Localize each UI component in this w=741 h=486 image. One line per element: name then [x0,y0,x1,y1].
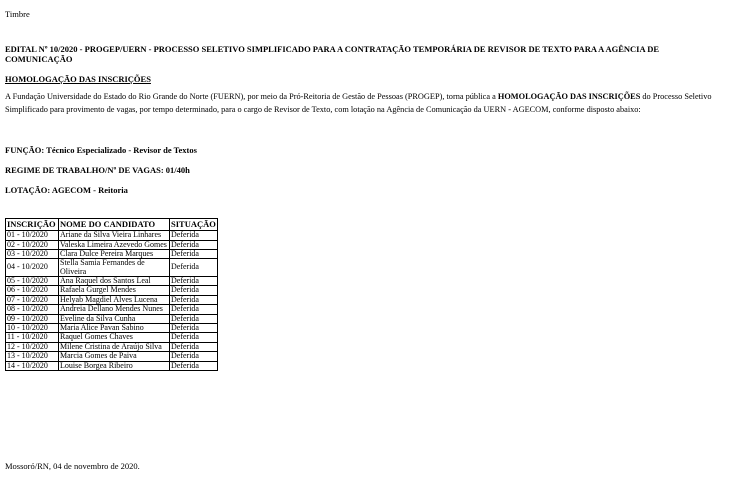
lotacao-line: LOTAÇÃO: AGECOM - Reitoria [5,185,128,195]
cell-nome: Rafaela Gurgel Mendes [59,286,170,295]
table-row [6,305,218,314]
cell-inscricao: 13 - 10/2020 [6,352,59,361]
table-row [6,286,218,295]
intro-text-start: A Fundação Universidade do Estado do Rio Grande do Norte (FUERN), por meio da Pró-Reitoria de Gestão de Pessoas (PROGEP), torna pública a [5,91,498,101]
header-inscricao: INSCRIÇÃO [6,219,59,231]
section-heading: HOMOLOGAÇÃO DAS INSCRIÇÕES [5,73,151,84]
cell-inscricao: 10 - 10/2020 [6,324,59,333]
header-situacao: SITUAÇÃO [171,219,216,230]
intro-text-bold: HOMOLOGAÇÃO DAS INSCRIÇÕES [497,91,641,101]
cell-situacao: Deferida [170,240,218,249]
table-row [6,352,218,361]
cell-nome: Marcia Gomes de Paiva [59,352,170,361]
place-date: Mossoró/RN, 04 de novembro de 2020. [5,461,140,471]
cell-inscricao: 09 - 10/2020 [6,314,59,323]
cell-nome: Eveline da Silva Cunha [59,314,170,323]
cell-nome: Ariane da Silva Vieira Linhares [59,231,170,240]
cell-inscricao: 11 - 10/2020 [6,333,59,342]
timbre-label: Timbre [5,9,30,19]
cell-inscricao: 08 - 10/2020 [6,305,59,314]
cell-inscricao: 06 - 10/2020 [6,286,59,295]
cell-inscricao: 14 - 10/2020 [6,361,59,370]
intro-paragraph [5,91,725,117]
cell-situacao: Deferida [170,361,218,370]
cell-nome: Helyab Magdiel Alves Lucena [59,295,170,304]
cell-situacao: Deferida [170,305,218,314]
cell-inscricao: 04 - 10/2020 [6,259,59,277]
cell-situacao: Deferida [170,352,218,361]
cell-situacao: Deferida [170,324,218,333]
table-row [6,333,218,342]
cell-inscricao: 05 - 10/2020 [6,277,59,286]
edital-title: EDITAL Nº 10/2020 - PROGEP/UERN - PROCESSO SELETIVO SIMPLIFICADO PARA A CONTRATAÇÃO TEMPORÁRIA DE REVISOR DE TEXTO PARA A AGÊNCIA DE COMUNICAÇÃO [5,44,660,64]
cell-inscricao: 02 - 10/2020 [6,240,59,249]
cell-nome: Louise Borgea Ribeiro [59,361,170,370]
cell-inscricao: 07 - 10/2020 [6,295,59,304]
cell-situacao: Deferida [170,277,218,286]
table-row [6,240,218,249]
table-header-row [6,219,218,231]
cell-nome: Clara Dulce Pereira Marques [59,249,170,258]
regime-line: REGIME DE TRABALHO/Nº DE VAGAS: 01/40h [5,164,190,175]
document-page [5,9,733,371]
cell-situacao: Deferida [170,259,218,277]
cell-nome: Raquel Gomes Chaves [59,333,170,342]
inscricoes-table [5,218,218,371]
cell-situacao: Deferida [170,314,218,323]
cell-situacao: Deferida [170,249,218,258]
funcao-line: FUNÇÃO: Técnico Especializado - Revisor de Textos [5,144,197,155]
cell-situacao: Deferida [170,295,218,304]
table-row [6,361,218,370]
cell-nome: Ana Raquel dos Santos Leal [59,277,170,286]
cell-nome: Maria Alice Pavan Sabino [59,324,170,333]
cell-nome: Valeska Limeira Azevedo Gomes [59,240,170,249]
cell-situacao: Deferida [170,333,218,342]
intro-text-end: do Processo Seletivo Simplificado para provimento de vagas, por tempo determinado, para o cargo de Revisor de Texto, com lotação na Agência de Comunicação da UERN - AGECOM, conforme disposto abaixo: [5,91,712,114]
cell-nome: Stella Samia Fernandes de Oliveira [59,259,170,277]
cell-inscricao: 12 - 10/2020 [6,342,59,351]
cell-nome: Andreia Dellano Mendes Nunes [59,305,170,314]
cell-inscricao: 03 - 10/2020 [6,249,59,258]
cell-situacao: Deferida [170,231,218,240]
cell-situacao: Deferida [170,342,218,351]
cell-inscricao: 01 - 10/2020 [6,231,59,240]
table-row [6,231,218,240]
header-nome: NOME DO CANDIDATO [59,219,170,231]
cell-situacao: Deferida [170,286,218,295]
cell-nome: Milene Cristina de Araújo Silva [59,342,170,351]
table-row [6,259,218,277]
